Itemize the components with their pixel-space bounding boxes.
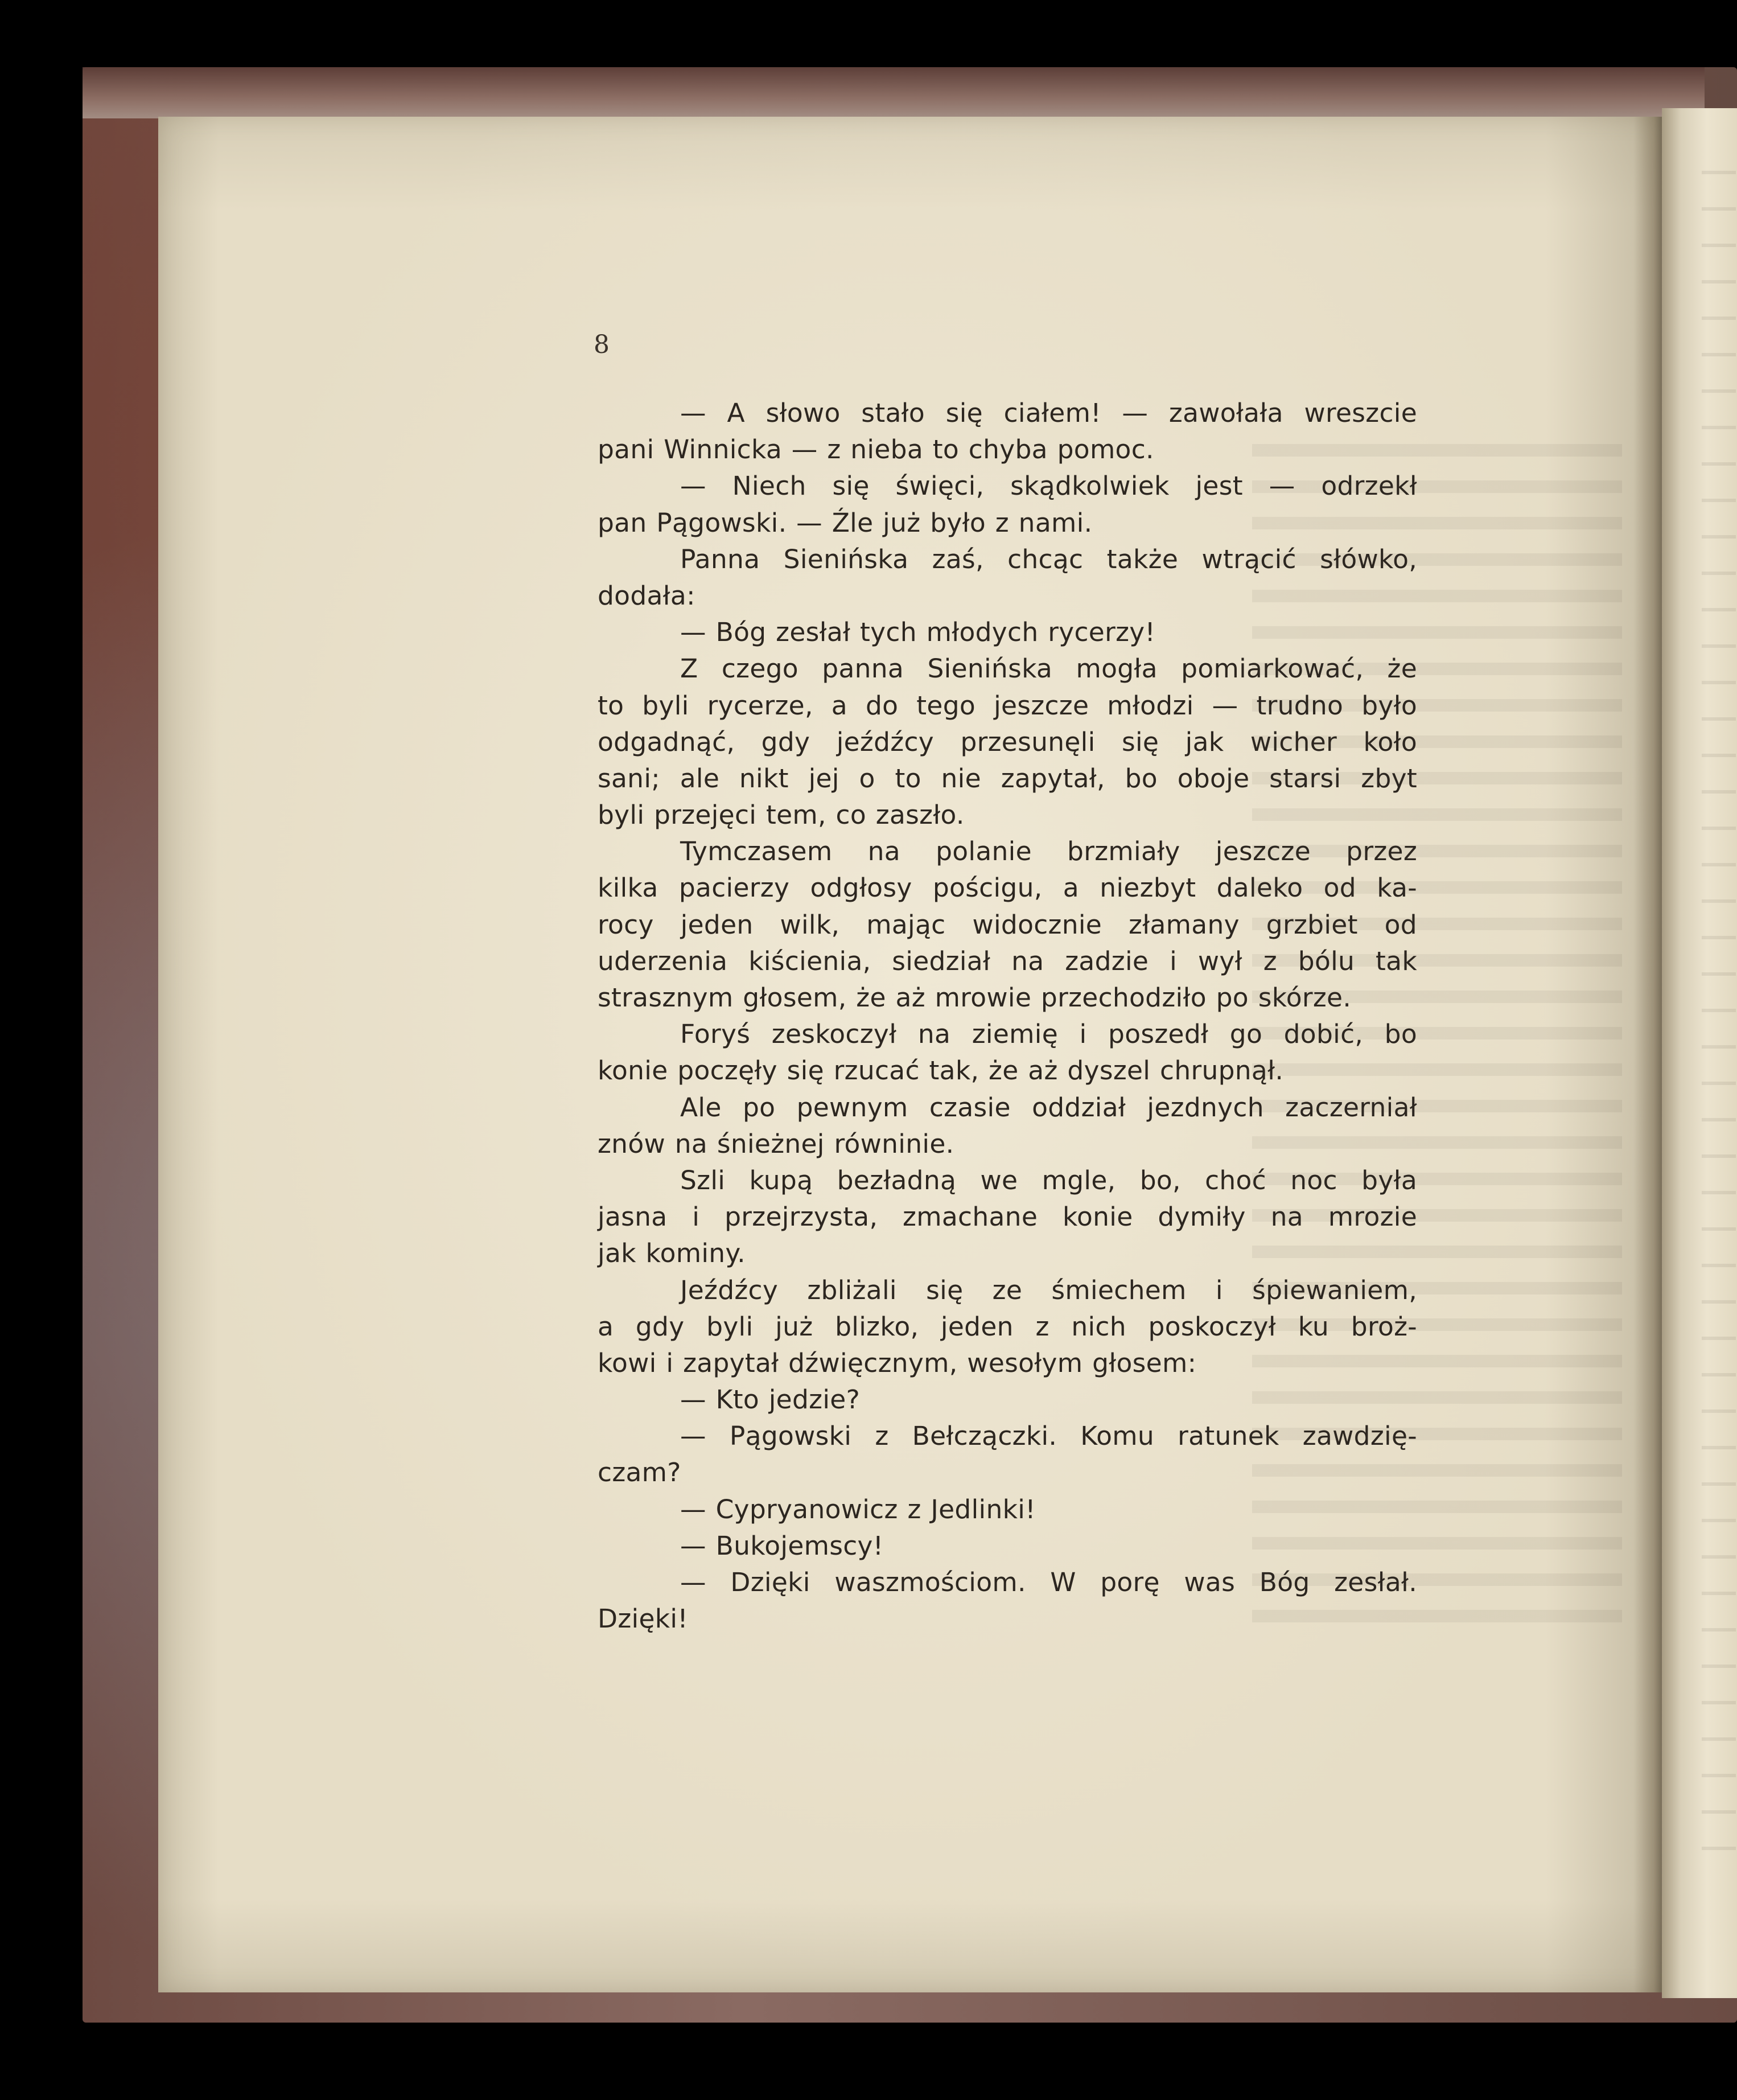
text-line: Ale po pewnym czasie oddział jezdnych zaczerniał: [680, 1092, 1417, 1123]
right-page-bleed-texture: [1702, 171, 1736, 1879]
text-line: — Cypryanowicz z Jedlinki!: [680, 1494, 1036, 1524]
text-line: jasna i przejrzysta, zmachane konie dymiły na mrozie: [598, 1202, 1417, 1232]
text-line: — Niech się święci, skądkolwiek jest — odrzekł: [680, 471, 1417, 502]
text-line: kowi i zapytał dźwięcznym, wesołym głosem:: [598, 1347, 1197, 1378]
text-line: — A słowo stało się ciałem! — zawołała wreszcie: [680, 398, 1417, 428]
book-cover-edge: [83, 67, 1705, 118]
text-line: czam?: [598, 1457, 681, 1488]
text-line: pan Pągowski. — Źle już było z nami.: [598, 507, 1093, 538]
text-line: odgadnąć, gdy jeźdźcy przesunęli się jak wicher koło: [598, 726, 1417, 757]
text-line: a gdy byli już blizko, jeden z nich poskoczył ku broż-: [598, 1311, 1417, 1342]
text-line: Z czego panna Sienińska mogła pomiarkować, że: [680, 654, 1417, 684]
text-line: — Bukojemscy!: [680, 1530, 884, 1561]
page-number: 8: [594, 330, 610, 359]
text-line: rocy jeden wilk, mając widocznie złamany grzbiet od: [598, 909, 1417, 940]
text-line: pani Winnicka — z nieba to chyba pomoc.: [598, 434, 1154, 465]
text-line: Foryś zeskoczył na ziemię i poszedł go dobić, bo: [680, 1019, 1417, 1050]
text-line: Dzięki!: [598, 1604, 688, 1634]
text-line: to byli rycerze, a do tego jeszcze młodzi — trudno było: [598, 690, 1417, 721]
text-line: dodała:: [598, 580, 695, 611]
text-line: strasznym głosem, że aż mrowie przechodziło po skórze.: [598, 983, 1352, 1013]
text-line: Panna Sienińska zaś, chcąc także wtrącić słówko,: [680, 544, 1417, 574]
text-line: — Bóg zesłał tych młodych rycerzy!: [680, 617, 1156, 648]
text-line: uderzenia kiścienia, siedział na zadzie i wył z bólu tak: [598, 946, 1417, 976]
text-line: znów na śnieżnej równinie.: [598, 1128, 954, 1159]
text-line: kilka pacierzy odgłosy pościgu, a niezbyt daleko od ka-: [598, 873, 1417, 903]
text-line: Szli kupą bezładną we mgle, bo, choć noc była: [680, 1165, 1417, 1195]
text-line: — Kto jedzie?: [680, 1384, 861, 1415]
text-line: jak kominy.: [598, 1238, 746, 1269]
text-line: byli przejęci tem, co zaszło.: [598, 800, 965, 831]
text-line: Tymczasem na polanie brzmiały jeszcze przez: [680, 836, 1417, 867]
text-line: Jeźdźcy zbliżali się ze śmiechem i śpiewaniem,: [680, 1275, 1417, 1305]
text-line: sani; ale nikt jej o to nie zapytał, bo oboje starsi zbyt: [598, 763, 1417, 794]
text-line: konie poczęły się rzucać tak, że aż dyszel chrupnął.: [598, 1055, 1284, 1086]
page-text-block: [598, 395, 1417, 1637]
text-line: — Pągowski z Bełczączki. Komu ratunek zawdzię-: [680, 1421, 1417, 1452]
text-line: — Dzięki waszmościom. W porę was Bóg zesłał.: [680, 1567, 1417, 1597]
